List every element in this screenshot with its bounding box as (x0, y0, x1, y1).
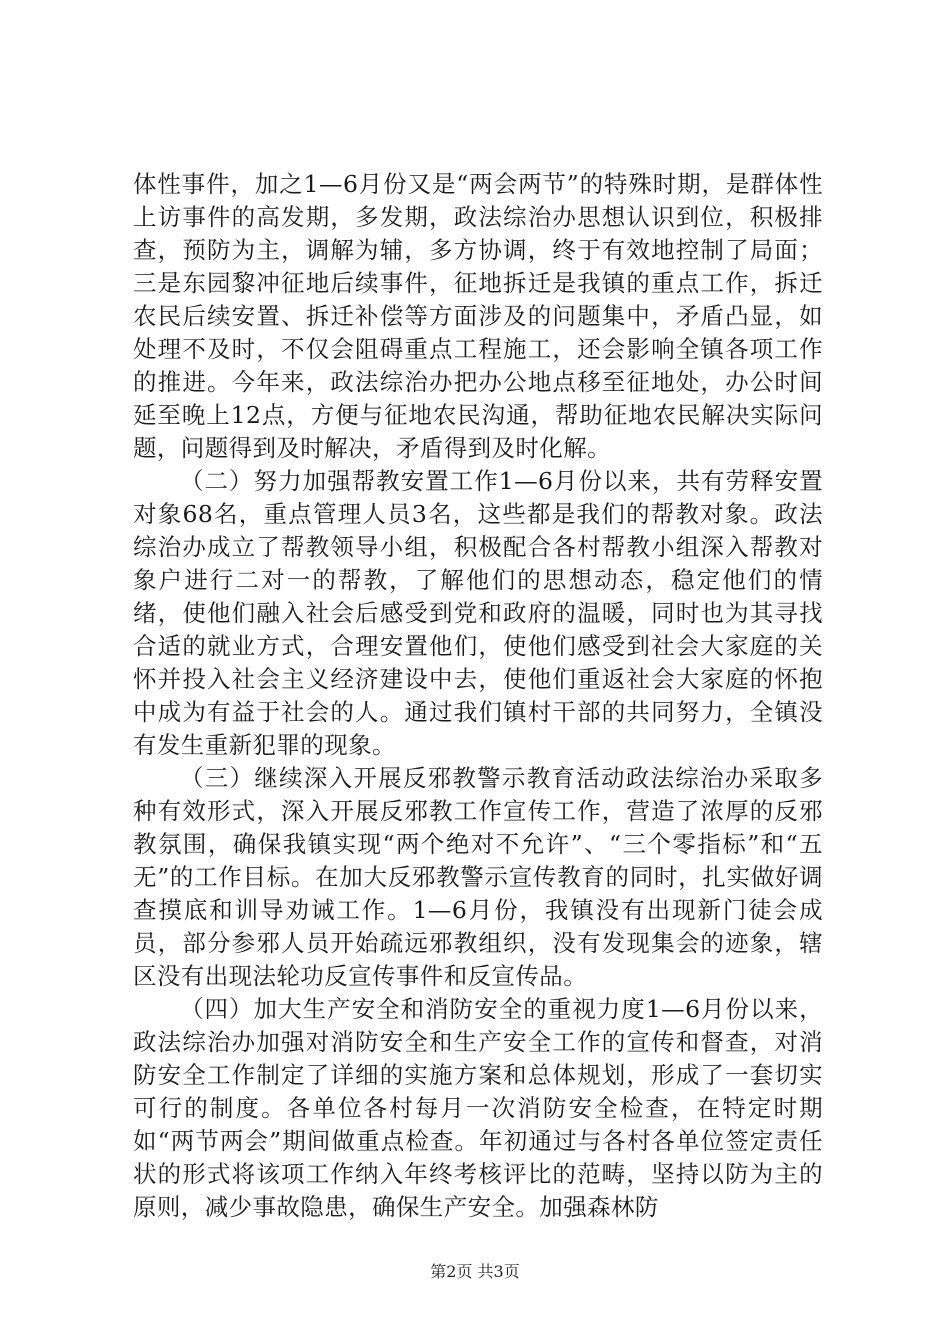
paragraph-section-3: （三）继续深入开展反邪教警示教育活动政法综治办采取多种有效形式，深入开展反邪教工作宣传工作，营造了浓厚的反邪教氛围，确保我镇实现“两个绝对不允许”、“三个零指标”和“五无”的工作目标。在加大反邪教警示宣传教育的同时，扎实做好调查摸底和训导劝诫工作。1—6月份，我镇没有出现新门徒会成员，部分参邪人员开始疏远邪教组织，没有发现集会的迹象，辖区没有出现法轮功反宣传事件和反宣传品。 (133, 764, 823, 990)
paragraph-continuation: 体性事件，加之1—6月份又是“两会两节”的特殊时期，是群体性上访事件的高发期，多发期，政法综治办思想认识到位，积极排查，预防为主，调解为辅，多方协调，终于有效地控制了局面；三是东园黎冲征地后续事件，征地拆迁是我镇的重点工作，拆迁农民后续安置、拆迁补偿等方面涉及的问题集中，矛盾凸显，如处理不及时，不仅会阻碍重点工程施工，还会影响全镇各项工作的推进。今年来，政法综治办把办公地点移至征地处，办公时间延至晚上12点，方便与征地农民沟通，帮助征地农民解决实际问题，问题得到及时解决，矛盾得到及时化解。 (133, 170, 823, 462)
paragraph-section-4: （四）加大生产安全和消防安全的重视力度1—6月份以来，政法综治办加强对消防安全和生产安全工作的宣传和督查，对消防安全工作制定了详细的实施方案和总体规划，形成了一套切实可行的制度。各单位各村每月一次消防安全检查，在特定时期如“两节两会”期间做重点检查。年初通过与各村各单位签定责任状的形式将该项工作纳入年终考核评比的范畴，坚持以防为主的原则，减少事故隐患，确保生产安全。加强森林防 (133, 995, 823, 1221)
paragraph-section-2: （二）努力加强帮教安置工作1—6月份以来，共有劳释安置对象68名，重点管理人员3名，这些都是我们的帮教对象。政法综治办成立了帮教领导小组，积极配合各村帮教小组深入帮教对象户进行二对一的帮教，了解他们的思想动态，稳定他们的情绪，使他们融入社会后感受到党和政府的温暖，同时也为其寻找合适的就业方式，合理安置他们，使他们感受到社会大家庭的关怀并投入社会主义经济建设中去，使他们重返社会大家庭的怀抱中成为有益于社会的人。通过我们镇村干部的共同努力，全镇没有发生重新犯罪的现象。 (133, 467, 823, 759)
page-footer: 第2页 共3页 (430, 1262, 520, 1281)
document-body (133, 168, 823, 1224)
